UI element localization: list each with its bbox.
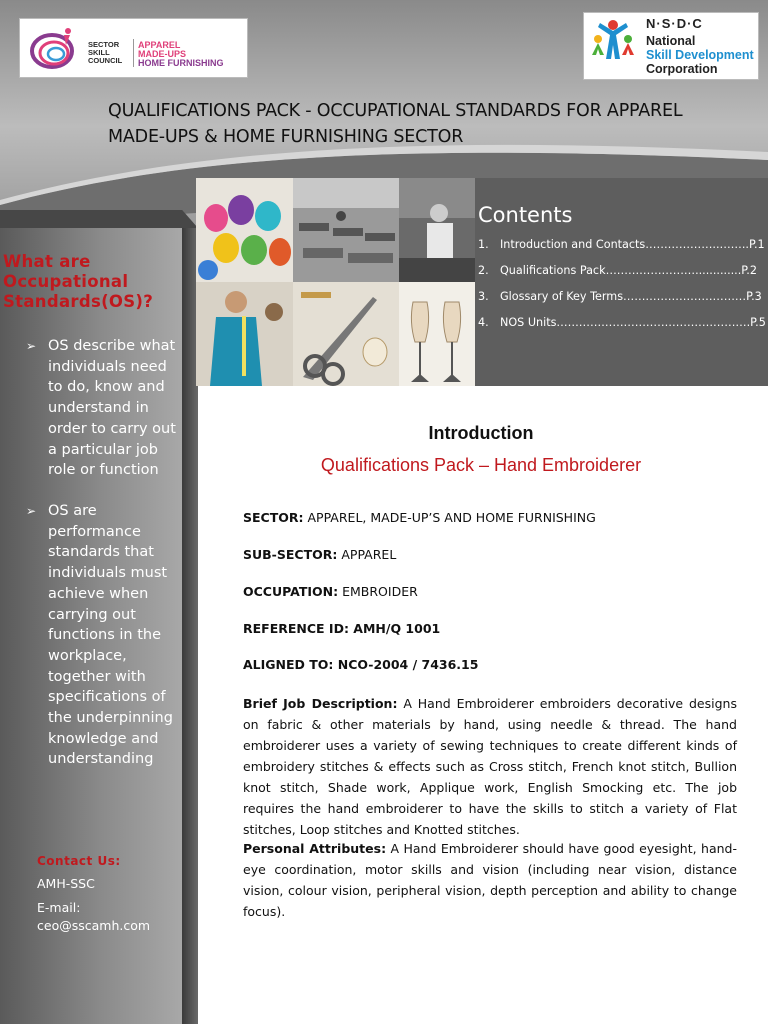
job-desc-text: A Hand Embroiderer embroiders decorative designs on fabric & other materials by hand, using needle & thread. The hand embroiderer uses a variety of sewing techniques to create different kinds of embroidery stitches & effects such as Cross stitch, French knot stitch, Bullion knot stitch, Shade work, Applique work, English Smocking etc. The job requires the hand embroiderer to have the skills to stitch a variety of Flat stitches, Loop stitches and Knotted stitches.: [243, 696, 737, 837]
document-title: QUALIFICATIONS PACK - OCCUPATIONAL STANDARDS FOR APPAREL MADE-UPS & HOME FURNISHING SECTOR: [108, 101, 683, 147]
nsdc-logo: [583, 12, 759, 80]
thread-spools-image: [196, 178, 293, 282]
job-description: [243, 693, 737, 840]
ssc-line2: SKILL: [88, 48, 110, 57]
contact-email[interactable]: ceo@sscamh.com: [37, 918, 151, 933]
field-label: SUB-SECTOR:: [243, 547, 338, 562]
ssc-sector1: APPAREL: [138, 40, 181, 50]
field-sub-sector: [243, 547, 737, 562]
contents-title: Contents: [478, 203, 573, 227]
ssc-line3: COUNCIL: [88, 56, 123, 65]
arrow-bullet-icon: ➢: [26, 504, 37, 518]
contact-email-label: E-mail:: [37, 900, 81, 915]
toc-item-text: NOS Units…………………………………………….P.5: [500, 316, 766, 329]
attributes-text: A Hand Embroiderer should have good eyesight, hand-eye coordination, motor skills and vision (including near vision, distance vision, colour vision, peripheral vision, depth perception and ability to change focus).: [243, 841, 737, 919]
field-occupation: [243, 584, 737, 599]
field-value: APPAREL: [341, 547, 397, 562]
field-aligned-to: [243, 657, 737, 672]
contact-label: Contact Us:: [37, 854, 121, 868]
field-sector: [243, 510, 737, 525]
nsdc-figures-icon: [588, 15, 638, 75]
nsdc-acronym: N·S·D·C: [646, 16, 703, 31]
nsdc-line3: Corporation: [646, 62, 718, 76]
nsdc-line2: Skill Development: [646, 48, 754, 62]
toc-item-1[interactable]: [478, 238, 765, 251]
nsdc-line1: National: [646, 34, 696, 48]
os-bullet-2: [26, 501, 178, 770]
sector-skill-council-logo: [19, 18, 248, 78]
field-reference-id: [243, 621, 737, 636]
field-value: EMBROIDER: [342, 584, 418, 599]
ssc-line1: SECTOR: [88, 40, 120, 49]
toc-item-4[interactable]: [478, 316, 766, 329]
qp-title: Qualifications Pack – Hand Embroiderer: [320, 455, 642, 475]
toc-item-2[interactable]: [478, 264, 760, 277]
toc-item-num: 3.: [478, 290, 489, 303]
field-label: REFERENCE ID: AMH/Q 1001: [243, 621, 441, 636]
tailor-measuring-image: [196, 282, 293, 386]
ssc-sector2: MADE-UPS: [138, 49, 187, 59]
attributes-label: Personal Attributes:: [243, 841, 387, 856]
intro-title: Introduction: [428, 423, 534, 443]
photo-collage: [196, 178, 475, 386]
toc-item-text: Qualifications Pack…………………….............P.2: [500, 264, 757, 277]
toc-item-3[interactable]: [478, 290, 760, 303]
job-desc-label: Brief Job Description:: [243, 696, 398, 711]
arrow-bullet-icon: ➢: [26, 339, 37, 353]
field-label: SECTOR:: [243, 510, 304, 525]
os-bullet-1-text: OS describe what individuals need to do, know and understand in order to carry out a particular job role or function: [48, 338, 176, 479]
ssc-sector3: HOME FURNISHING: [138, 58, 224, 68]
scissors-tools-image: [293, 282, 399, 386]
toc-item-text: Glossary of Key Terms……………………………P.3: [500, 290, 762, 303]
ssc-emblem-icon: [26, 23, 86, 73]
toc-item-num: 2.: [478, 264, 489, 277]
field-label: ALIGNED TO: NCO-2004 / 7436.15: [243, 657, 479, 672]
factory-floor-image: [293, 178, 399, 282]
dress-forms-image: [399, 282, 475, 386]
toc-item-text: Introduction and Contacts………………..……..P.1: [500, 238, 765, 251]
toc-item-num: 1.: [478, 238, 489, 251]
field-value: APPAREL, MADE-UP’S AND HOME FURNISHING: [307, 510, 596, 525]
contact-org: AMH-SSC: [37, 876, 95, 891]
os-heading: What are Occupational Standards(OS)?: [3, 252, 154, 311]
os-bullet-1: [26, 336, 178, 481]
os-bullet-2-text: OS are performance standards that individuals must achieve when carrying out functions in the workplace, together with specifications of the underpinning knowledge and understanding: [48, 503, 173, 768]
sewing-worker-image: [399, 178, 475, 282]
toc-item-num: 4.: [478, 316, 489, 329]
field-label: OCCUPATION:: [243, 584, 339, 599]
sidebar-top-cap: [0, 210, 198, 228]
personal-attributes: [243, 838, 737, 922]
